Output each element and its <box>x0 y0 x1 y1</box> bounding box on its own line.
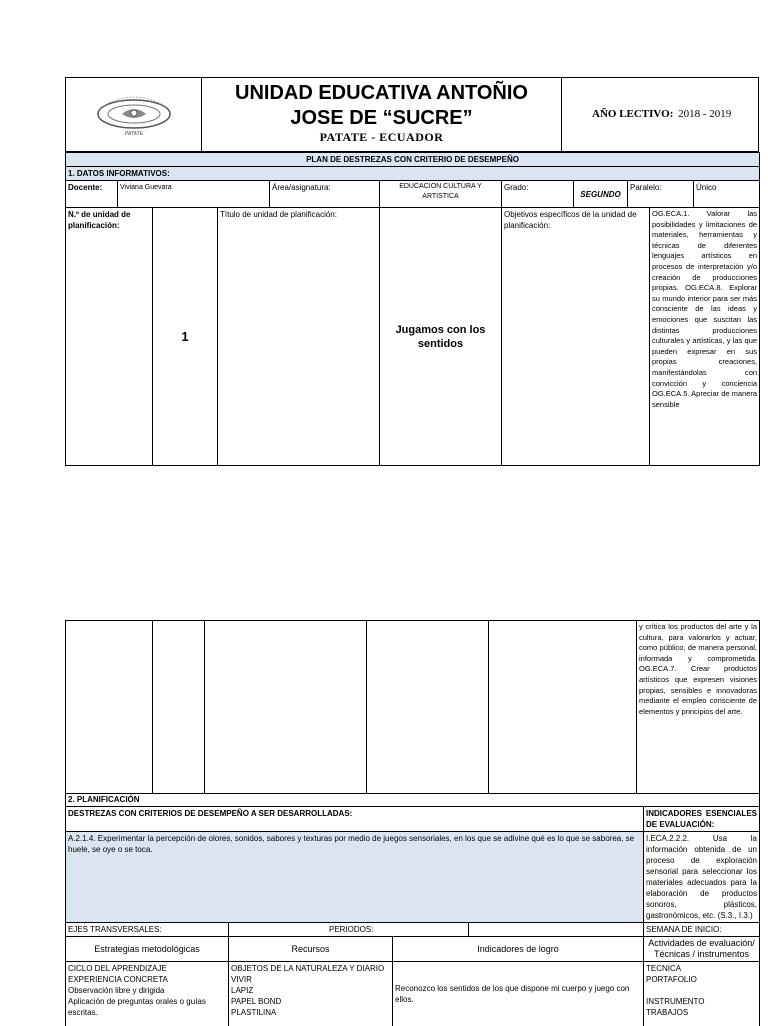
destreza-text: A.2.1.4. Experimentar la percepción de olores, sonidos, sabores y texturas por medio de juegos sensoriales, en los que se adivine qué es lo que se saborea, se huele, se oye o se toca. <box>66 832 644 923</box>
year-cell <box>562 78 758 151</box>
actividades-line <box>646 985 757 996</box>
grado-label: Grado: <box>502 181 574 208</box>
recursos-cell <box>229 962 393 1026</box>
datos-section-title: 1. DATOS INFORMATIVOS: <box>66 167 760 181</box>
title-cell <box>202 78 562 151</box>
header-block <box>65 77 759 152</box>
estrategias-line: EXPERIENCIA CONCRETA <box>68 975 168 984</box>
grado-value: SEGUNDO <box>574 181 628 208</box>
cont-cell-1 <box>66 621 153 794</box>
recursos-line: OBJETOS DE LA NATURALEZA Y DIARIO VIVIR <box>231 964 385 984</box>
school-seal-logo <box>66 78 202 151</box>
recursos-line: PAPEL BOND <box>231 997 282 1006</box>
planificacion-section-title: 2. PLANIFICACIÓN <box>66 793 760 807</box>
paralelo-label: Paralelo: <box>628 181 694 208</box>
year-label: AÑO LECTIVO: <box>592 108 674 120</box>
cont-cell-5 <box>489 621 637 794</box>
estrategias-line: Aplicación de preguntas orales o guías escritas. <box>68 997 206 1017</box>
objetivos-label: Objetivos específicos de la unidad de planificación: <box>502 208 650 466</box>
recursos-line: LAPIZ <box>231 986 254 995</box>
logo-cell <box>66 78 202 151</box>
school-location: PATATE - ECUADOR <box>319 130 444 144</box>
periodos-value <box>469 923 644 937</box>
actividades-line: TECNICA <box>646 964 682 973</box>
destrezas-label: DESTREZAS CON CRITERIOS DE DESEMPEÑO A SER DESARROLLADAS: <box>66 807 644 832</box>
objetivos-text-part2: y crítica los productos del arte y la cultura, para valorarlos y actuar, como público, de manera personal, informada y comprometida. OG.ECA.7. Crear productos artísticos que expresen visiones propias, sensibles e innovadoras mediante el empleo consciente de elementos y principios del arte. <box>637 621 760 794</box>
indicadores-label: INDICADORES ESENCIALES DE EVALUACIÓN: <box>644 807 760 832</box>
area-value: EDUCACION CULTURA Y ARTISTICA <box>380 181 502 208</box>
actividades-cell <box>644 962 760 1026</box>
actividades-line: INSTRUMENTO <box>646 997 705 1006</box>
unidad-value: 1 <box>153 208 218 466</box>
indicador-text: I.ECA.2.2.2. Usa la información obtenida de un proceso de exploración sensorial para seleccionar los materiales adecuados para la elaboración de productos sonoros, plásticos, gastronómicos, etc. (S.3., I.3.) <box>644 832 760 923</box>
semana-label: SEMANA DE INICIO: <box>644 923 760 937</box>
col-indicadores-logro: Indicadores de logro <box>393 937 644 962</box>
logo-caption: PATATE <box>125 131 143 137</box>
continuation-table <box>65 620 760 794</box>
periodos-label: PERIODOS: <box>229 923 469 937</box>
cont-cell-2 <box>153 621 205 794</box>
objetivos-text-part1: OG.ECA.1. Valorar las posibilidades y limitaciones de materiales, herramientas y técnicas de diferentes lenguajes artísticos en procesos de interpretación y/o creación de producciones propias. OG.ECA.8. Explorar su mundo interior para ser más consciente de las ideas y emociones que suscitan las distintas producciones culturales y artísticas, y las que pueden expresar en sus propias creaciones, manifestándolas con convicción y conciencia OG.ECA.5. Apreciar de manera sensible <box>650 208 760 466</box>
col-actividades: Actividades de evaluación/ Técnicas / instrumentos <box>644 937 760 962</box>
titulo-value: Jugamos con los sentidos <box>380 208 502 466</box>
datos-table <box>65 152 760 466</box>
logro-cell: Reconozco los sentidos de los que dispone mi cuerpo y juego con ellos. <box>393 962 644 1026</box>
actividades-line: PORTAFOLIO <box>646 975 697 984</box>
estrategias-line: Observación libre y dirigida <box>68 986 165 995</box>
cont-cell-3 <box>205 621 367 794</box>
planificacion-table <box>65 793 760 1026</box>
paralelo-value: Único <box>694 181 760 208</box>
school-name: UNIDAD EDUCATIVA ANTOÑIO JOSE DE “SUCRE” <box>235 82 528 129</box>
docente-label: Docente: <box>66 181 118 208</box>
unidad-label: N.º de unidad de planificación: <box>66 208 153 466</box>
area-label: Área/asignatura: <box>270 181 380 208</box>
recursos-line: PLASTILINA <box>231 1008 277 1017</box>
col-recursos: Recursos <box>229 937 393 962</box>
titulo-label: Título de unidad de planificación: <box>218 208 380 466</box>
actividades-line: TRABAJOS <box>646 1008 689 1017</box>
docente-value: Viviana Guevara <box>118 181 270 208</box>
plan-title: PLAN DE DESTREZAS CON CRITERIO DE DESEMPEÑO <box>66 153 760 167</box>
year-value: 2018 - 2019 <box>678 108 732 120</box>
cont-cell-4 <box>367 621 489 794</box>
col-estrategias: Estrategias metodológicas <box>66 937 229 962</box>
estrategias-line: CICLO DEL APRENDIZAJE <box>68 964 167 973</box>
ejes-label: EJES TRANSVERSALES: <box>66 923 229 937</box>
estrategias-cell <box>66 962 229 1026</box>
